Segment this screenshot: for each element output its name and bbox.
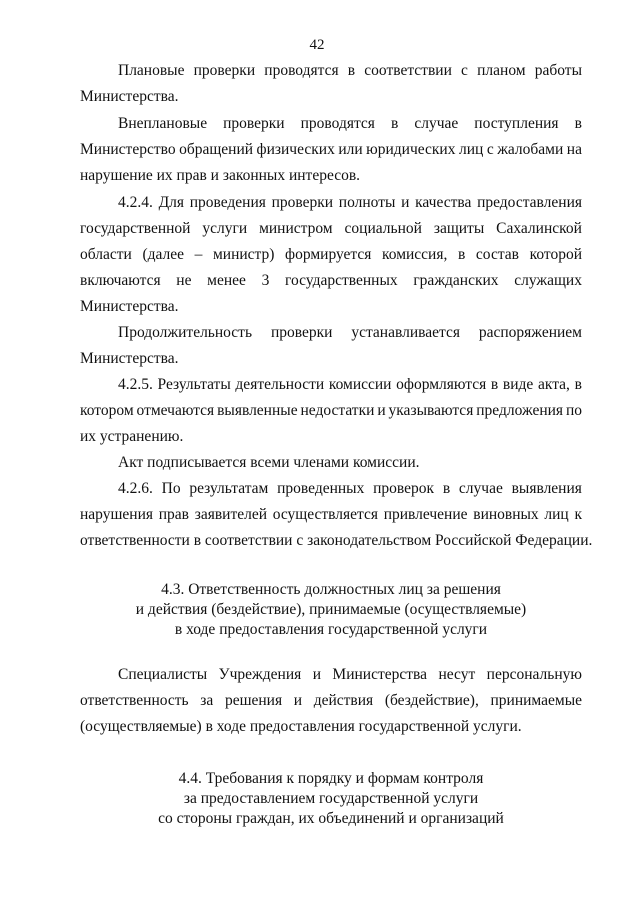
section-heading-line: 4.3. Ответственность должностных лиц за решения <box>161 581 501 598</box>
word: в <box>574 376 582 393</box>
word: в <box>574 115 582 132</box>
text-line <box>118 323 582 343</box>
word: и <box>312 666 321 683</box>
word: жалобами <box>497 141 564 158</box>
page-number: 42 <box>309 37 325 53</box>
word: Внеплановые <box>118 115 208 132</box>
section-heading-line: в ходе предоставления государственной услуги <box>174 621 488 638</box>
text-line <box>80 140 582 160</box>
word: защиты <box>433 220 485 237</box>
word: и <box>293 692 303 709</box>
word: комиссия, <box>382 246 448 263</box>
word: проводятся <box>300 115 375 132</box>
word: котором <box>80 402 134 419</box>
word: действия <box>313 692 374 709</box>
word: состав <box>475 246 519 263</box>
word: предоставления <box>477 194 582 211</box>
word: и <box>377 402 386 419</box>
word: случае <box>414 115 459 132</box>
word: полноты <box>338 194 396 211</box>
word: решения <box>224 692 283 709</box>
word: устанавливается <box>351 324 460 341</box>
word: ответственность <box>80 692 189 709</box>
word: случае <box>458 480 503 497</box>
word: проведения <box>189 194 266 211</box>
word: Учреждения <box>218 666 302 683</box>
word: области <box>80 246 132 263</box>
text-line: ответственности в соответствии с законодательством Российской Федерации. <box>80 532 593 549</box>
word: прав <box>158 506 189 523</box>
text-line <box>118 665 582 685</box>
word: государственной <box>80 220 191 237</box>
text-line: Министерства. <box>80 88 179 105</box>
text-line <box>80 401 582 421</box>
word: осуществляется <box>272 506 378 523</box>
text-line <box>118 193 582 213</box>
text-line <box>80 271 582 291</box>
text-line <box>80 505 582 525</box>
word: оформляются <box>396 376 487 393</box>
word: юридических <box>366 141 456 158</box>
text-line <box>118 114 582 134</box>
word: 4.2.5. <box>118 376 153 393</box>
text-line <box>118 375 582 395</box>
word: проверок <box>373 480 435 497</box>
word: акта, <box>537 376 570 393</box>
word: деятельности <box>235 376 325 393</box>
word: несут <box>438 666 476 683</box>
word: проверки <box>271 194 334 211</box>
word: поступления <box>474 115 559 132</box>
section-heading-line: со стороны граждан, их объединений и организаций <box>158 810 504 827</box>
word: проверки <box>223 115 285 132</box>
text-line: нарушение их прав и законных интересов. <box>80 167 361 184</box>
word: государственных <box>285 272 398 289</box>
word: 3 <box>261 272 270 289</box>
text-line <box>80 691 582 711</box>
word: Министерство <box>80 141 176 158</box>
section-heading-line: и действия (бездействие), принимаемые (осуществляемые) <box>135 601 527 618</box>
word: выявленные <box>217 402 298 419</box>
word: виде <box>502 376 534 393</box>
word: недостатки <box>300 402 375 419</box>
word: проводятся <box>264 62 339 79</box>
word: в <box>490 376 499 393</box>
word: проведенных <box>277 480 365 497</box>
text-line <box>118 61 582 81</box>
word: Министерства <box>332 666 428 683</box>
word: нарушения <box>80 506 154 523</box>
word: гражданских <box>413 272 499 289</box>
word: планом <box>477 62 526 79</box>
word: лиц <box>544 506 569 523</box>
word: привлечение <box>383 506 468 523</box>
word: услуги <box>202 220 248 237</box>
word: социальной <box>344 220 422 237</box>
word: на <box>566 141 582 158</box>
word: в <box>442 480 451 497</box>
word: за <box>200 692 214 709</box>
word: Специалисты <box>118 666 208 683</box>
word: Для <box>158 194 185 211</box>
word: Плановые <box>118 62 185 79</box>
word: в <box>347 62 356 79</box>
word: виновных <box>473 506 539 523</box>
word: По <box>161 480 181 497</box>
word: включаются <box>80 272 161 289</box>
word: которой <box>529 246 582 263</box>
word: с <box>461 62 468 79</box>
word: физических <box>256 141 335 158</box>
section-heading-line: за предоставлением государственной услуги <box>183 790 479 807</box>
word: к <box>574 506 582 523</box>
text-line: Министерства. <box>80 350 179 367</box>
word: лиц <box>458 141 484 158</box>
word: министр) <box>212 246 275 263</box>
word: Результаты <box>157 376 231 393</box>
word: проверки <box>193 62 256 79</box>
word: (далее <box>142 246 184 263</box>
text-line: Акт подписывается всеми членами комиссии. <box>118 454 420 471</box>
text-line <box>80 245 582 265</box>
word: предложения <box>476 402 564 419</box>
word: и <box>401 194 410 211</box>
word: заявителей <box>194 506 268 523</box>
word: качества <box>415 194 472 211</box>
word: результатам <box>189 480 269 497</box>
word: – <box>194 246 203 263</box>
word: (бездействие), <box>384 692 479 709</box>
word: с <box>486 141 494 158</box>
word: министром <box>259 220 333 237</box>
word: Продолжительность <box>118 324 253 341</box>
word: Сахалинской <box>496 220 582 237</box>
word: по <box>565 402 582 419</box>
word: или <box>338 141 363 158</box>
word: в <box>390 115 399 132</box>
text-line: Министерства. <box>80 298 179 315</box>
word: формируется <box>285 246 372 263</box>
word: менее <box>207 272 246 289</box>
word: соответствии <box>364 62 452 79</box>
section-heading-line: 4.4. Требования к порядку и формам контроля <box>178 770 484 787</box>
text-line: (осуществляемые) в ходе предоставления государственной услуги. <box>80 718 522 735</box>
word: указываются <box>388 402 474 419</box>
word: персональную <box>486 666 582 683</box>
word: работы <box>534 62 582 79</box>
word: служащих <box>514 272 582 289</box>
text-line: их устранению. <box>80 428 184 445</box>
text-line <box>118 479 582 499</box>
word: не <box>176 272 192 289</box>
word: выявления <box>511 480 582 497</box>
word: в <box>457 246 466 263</box>
word: принимаемые <box>490 692 582 709</box>
word: распоряжением <box>478 324 582 341</box>
word: 4.2.4. <box>118 194 153 211</box>
word: 4.2.6. <box>118 480 153 497</box>
word: отмечаются <box>136 402 215 419</box>
word: проверки <box>270 324 333 341</box>
word: обращений <box>179 141 254 158</box>
text-line <box>80 219 582 239</box>
word: комиссии <box>328 376 392 393</box>
